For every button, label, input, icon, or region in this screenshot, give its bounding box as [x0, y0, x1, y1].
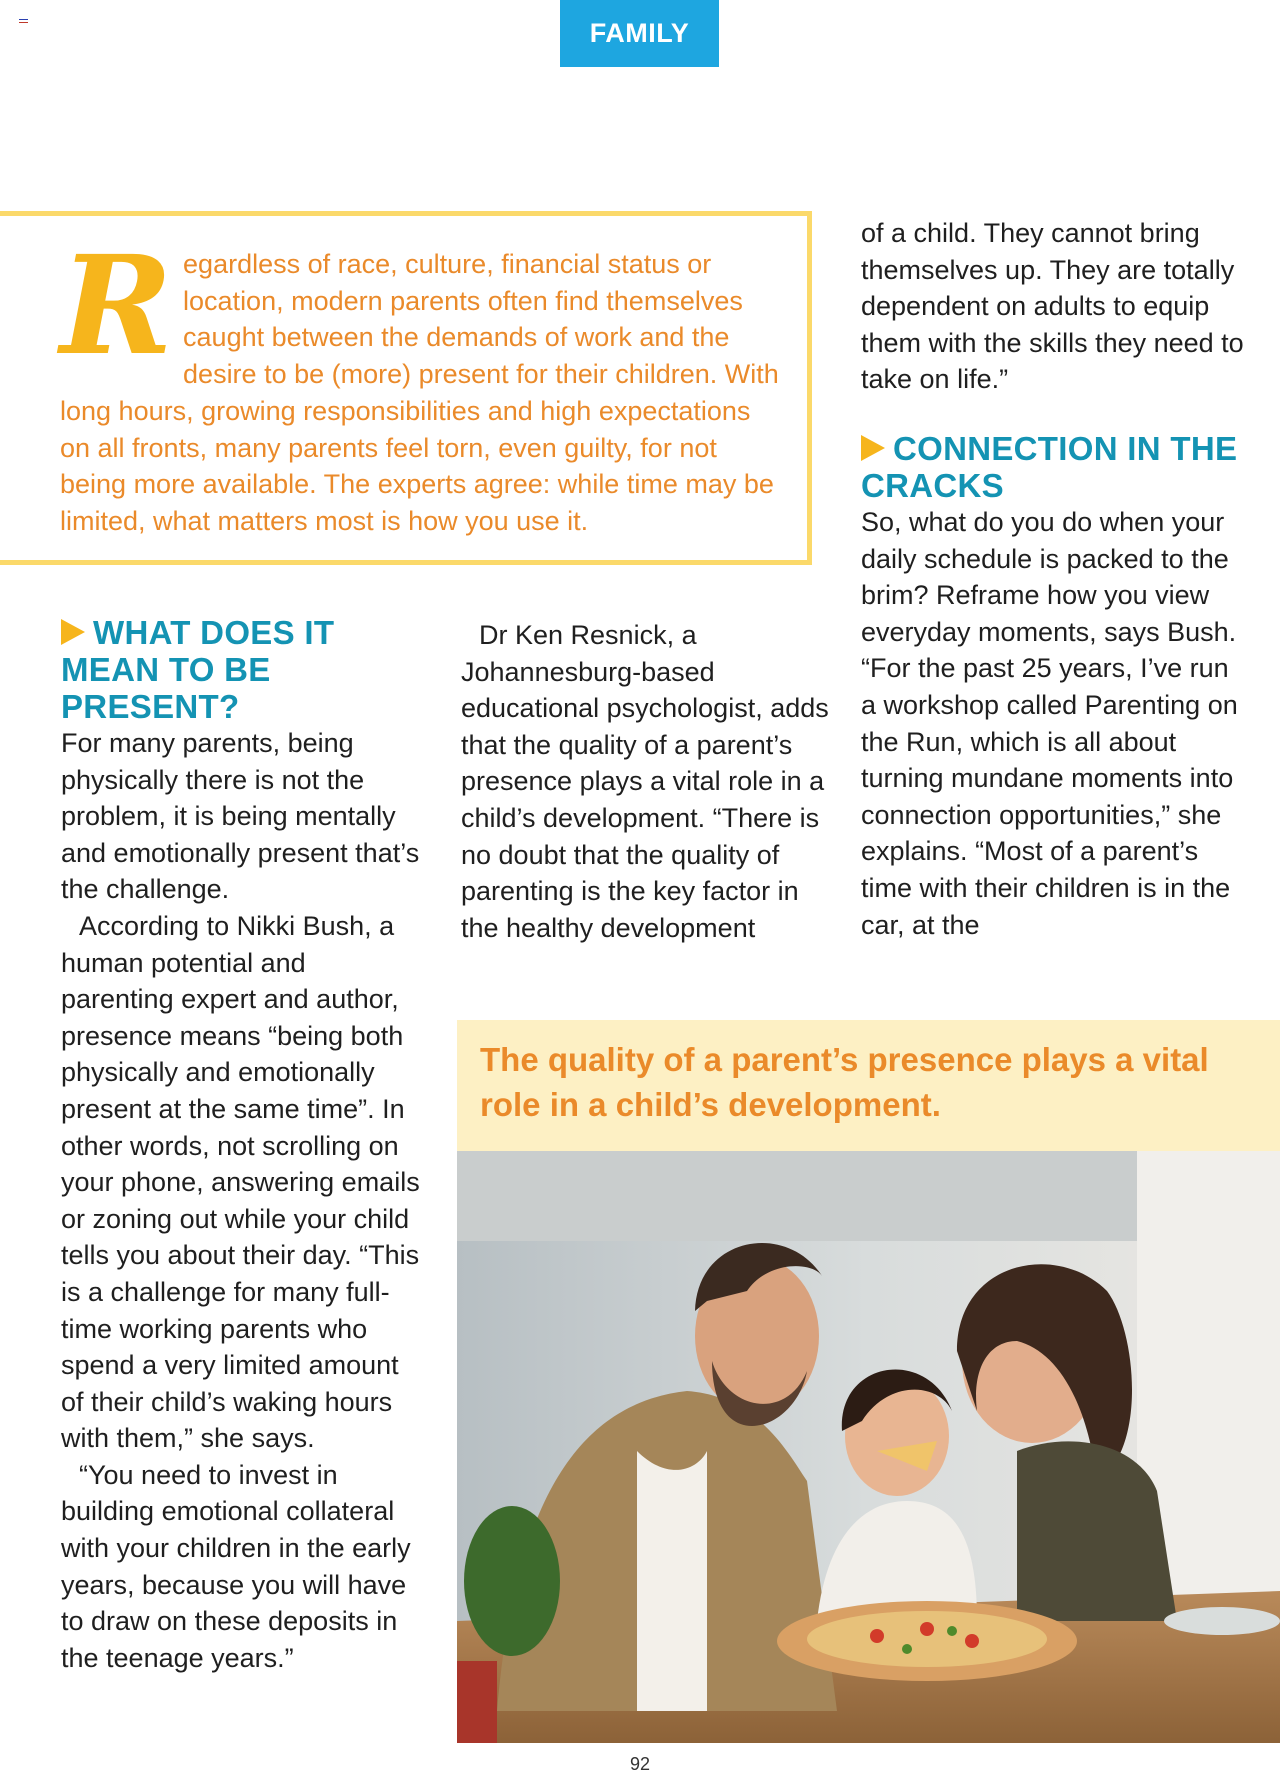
- triangle-bullet-icon: [61, 619, 85, 645]
- pull-quote: The quality of a parent’s presence plays a vital role in a child’s development.: [480, 1041, 1209, 1123]
- section-heading-connection: CONNECTION IN THE CRACKS: [861, 429, 1238, 504]
- family-photo: [457, 1151, 1280, 1743]
- column-left: [61, 614, 421, 1676]
- corner-mark: [19, 19, 28, 25]
- section-tab: FAMILY: [560, 0, 719, 67]
- paragraph: For many parents, being physically there is not the problem, it is being mentally and emotionally present that’s the challenge.: [61, 728, 420, 905]
- intro-paragraph: [60, 226, 780, 540]
- paragraph: According to Nikki Bush, a human potential and parenting expert and author, presence means “being both physically and emotionally present at the same time”. In other words, not scrolling on your phone, answering emails or zoning out while your child tells you about their day. “This is a challenge for many full-time working parents who spend a very limited amount of their child’s waking hours with them,” she says.: [61, 910, 420, 1454]
- intro-text: egardless of race, culture, financial status or location, modern parents often find themselves caught between the demands of work and the desire to be (more) present for their children. With long hours, growing responsibilities and high expectations on all fronts, many parents feel torn, even guilty, for not being more available. The experts agree: while time may be limited, what matters most is how you use it.: [60, 249, 779, 536]
- page-number: 92: [629, 1754, 651, 1774]
- paragraph: So, what do you do when your daily schedule is packed to the brim? Reframe how you view everyday moments, says Bush. “For the past 25 years, I’ve run a workshop called Parenting on the Run, which is all about turning mundane moments into connection opportunities,” she explains. “Most of a parent’s time with their children is in the car, at the: [861, 506, 1238, 940]
- section-heading-present: WHAT DOES IT MEAN TO BE PRESENT?: [61, 614, 335, 725]
- column-middle: [461, 617, 841, 946]
- dropcap: R: [60, 226, 174, 386]
- paragraph: “You need to invest in building emotional collateral with your children in the early years, because you will have to draw on these deposits in the teenage years.”: [61, 1459, 411, 1673]
- column-right: [861, 215, 1246, 943]
- paragraph: Dr Ken Resnick, a Johannesburg-based educational psychologist, adds that the quality of a parent’s presence plays a vital role in a child’s development. “There is no doubt that the quality of parenting is the key factor in the healthy development: [461, 620, 829, 943]
- paragraph: of a child. They cannot bring themselves up. They are totally dependent on adults to equip them with the skills they need to take on life.”: [861, 218, 1244, 395]
- triangle-bullet-icon: [861, 435, 885, 461]
